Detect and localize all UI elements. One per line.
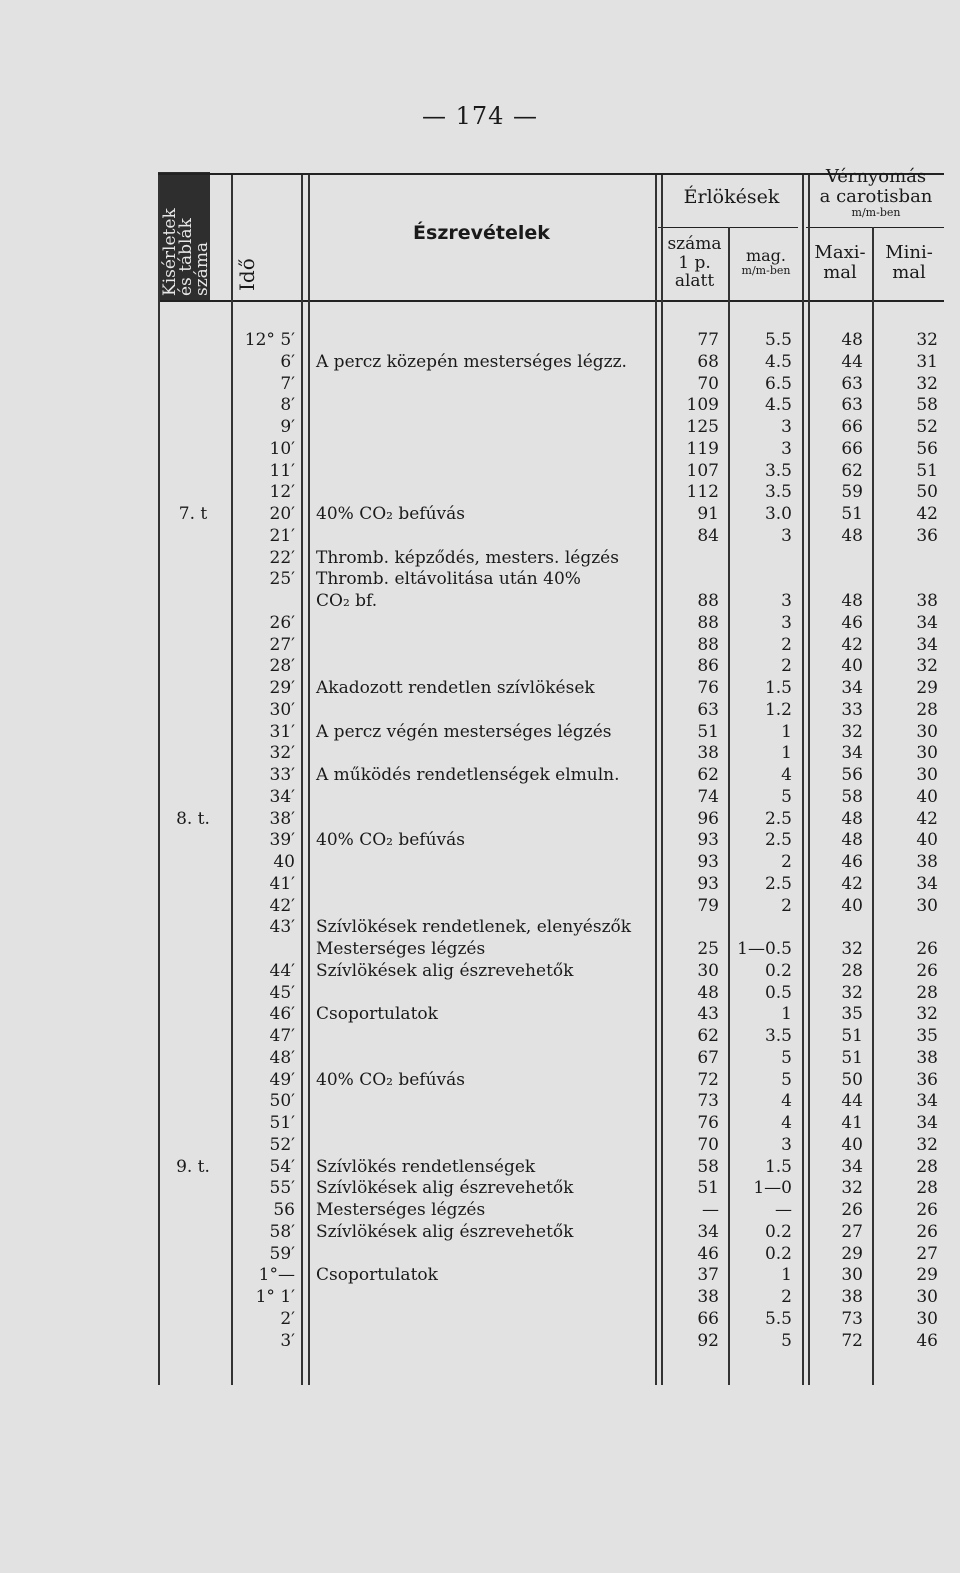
cell-min: 29 — [916, 1265, 938, 1286]
cell-max: 27 — [841, 1221, 863, 1242]
cell-min: 35 — [916, 1026, 938, 1046]
cell-mag: 1 — [781, 721, 792, 742]
cell-mag: 4.5 — [764, 351, 792, 372]
cell-max: 58 — [841, 786, 863, 807]
cell-time: 7′ — [280, 373, 295, 394]
cell-count: — — [702, 1200, 719, 1220]
cell-count: 51 — [697, 721, 719, 742]
cell-time: 28′ — [269, 656, 295, 677]
cell-max: 63 — [841, 395, 863, 416]
col-border-0 — [158, 175, 160, 1385]
cell-max: 38 — [841, 1287, 863, 1307]
cell-time: 1°— — [258, 1265, 295, 1286]
cell-remark: 40% CO₂ befúvás — [316, 1069, 465, 1090]
cell-time: 12° 5′ — [244, 330, 295, 350]
cell-min: 52 — [916, 417, 938, 437]
cell-mag: 3.5 — [764, 1026, 792, 1046]
cell-time: 46′ — [269, 1004, 295, 1025]
cell-count: 107 — [686, 460, 719, 481]
cell-count: 34 — [697, 1221, 719, 1242]
cell-time: 32′ — [269, 743, 295, 764]
pulse-mag-header-line1: mag. — [745, 246, 787, 265]
cell-count: 93 — [697, 830, 719, 851]
cell-min: 32 — [916, 373, 938, 394]
cell-min: 28 — [916, 1156, 938, 1177]
cell-min: 34 — [916, 612, 938, 633]
pulse-count-header-line3: alatt — [674, 271, 715, 292]
cell-time: 47′ — [269, 1026, 295, 1046]
cell-count: 62 — [697, 1026, 719, 1046]
cell-time: 26′ — [269, 612, 295, 633]
cell-mag: 0.2 — [764, 1221, 792, 1242]
cell-count: 88 — [697, 591, 719, 611]
cell-count: 48 — [697, 982, 719, 1003]
cell-max: 48 — [841, 808, 863, 829]
cell-max: 66 — [841, 438, 863, 459]
cell-mag: 1.5 — [764, 678, 792, 698]
cell-min: 42 — [916, 808, 938, 829]
cell-count: 72 — [697, 1069, 719, 1090]
cell-mag: 1—0 — [753, 1178, 792, 1199]
cell-mag: 5 — [781, 1069, 792, 1090]
cell-mag: 5 — [781, 1330, 792, 1351]
cell-max: 51 — [841, 504, 863, 524]
cell-count: 62 — [697, 765, 719, 785]
cell-mag: 2.5 — [764, 808, 792, 829]
pressure-min-header-line2: mal — [892, 261, 926, 283]
cell-count: 73 — [697, 1091, 719, 1112]
experiments-header-line1: Kisérletek — [160, 208, 180, 296]
cell-mag: 4.5 — [764, 395, 792, 416]
cell-time: 22′ — [269, 547, 295, 568]
cell-remark: Szívlökések alig észrevehetők — [316, 1178, 574, 1199]
cell-max: 48 — [841, 525, 863, 546]
cell-mag: 3 — [781, 612, 792, 633]
page-number: — 174 — — [421, 102, 539, 130]
cell-min: 31 — [916, 351, 938, 372]
cell-mag: — — [775, 1200, 792, 1220]
cell-time: 33′ — [269, 765, 295, 785]
cell-mag: 1.2 — [764, 699, 792, 720]
cell-max: 46 — [841, 612, 863, 633]
cell-count: 79 — [697, 895, 719, 916]
cell-count: 25 — [697, 939, 719, 959]
cell-min: 30 — [916, 1308, 938, 1329]
cell-mag: 2 — [781, 895, 792, 916]
cell-time: 49′ — [269, 1069, 295, 1090]
cell-mag: 1 — [781, 743, 792, 764]
cell-mag: 2 — [781, 852, 792, 872]
cell-time: 44′ — [269, 960, 295, 981]
cell-max: 30 — [841, 1265, 863, 1286]
cell-remark: CO₂ bf. — [316, 591, 378, 611]
cell-count: 96 — [697, 808, 719, 829]
pulse-header: Érlökések — [683, 186, 780, 208]
cell-min: 32 — [916, 1134, 938, 1155]
cell-count: 76 — [697, 1113, 719, 1133]
experiments-header-line2: és táblák — [176, 218, 196, 296]
cell-mag: 3 — [781, 591, 792, 611]
cell-min: 38 — [916, 852, 938, 872]
cell-time: 21′ — [269, 525, 295, 546]
cell-remark: Szívlökések alig észrevehetők — [316, 960, 574, 981]
cell-remark: Akadozott rendetlen szívlökések — [316, 678, 595, 698]
cell-count: 92 — [697, 1330, 719, 1351]
cell-max: 32 — [841, 939, 863, 959]
cell-mag: 2 — [781, 634, 792, 655]
cell-max: 59 — [841, 482, 863, 503]
cell-min: 28 — [916, 699, 938, 720]
pressure-header-line1: Vérnyomás — [825, 166, 927, 187]
cell-max: 35 — [841, 1004, 863, 1025]
pressure-header-line3: m/m-ben — [851, 205, 901, 219]
cell-min: 28 — [916, 982, 938, 1003]
cell-time: 42′ — [269, 895, 295, 916]
cell-min: 38 — [916, 591, 938, 611]
cell-time: 31′ — [269, 721, 295, 742]
pressure-max-header-line1: Maxi- — [814, 242, 866, 263]
cell-count: 74 — [697, 786, 719, 807]
pressure-header-line2: a carotisban — [819, 185, 933, 207]
cell-count: 67 — [697, 1047, 719, 1068]
cell-max: 56 — [841, 765, 863, 785]
cell-count: 93 — [697, 873, 719, 894]
cell-mag: 2.5 — [764, 830, 792, 851]
cell-max: 63 — [841, 373, 863, 394]
cell-count: 76 — [697, 678, 719, 698]
col-border-2 — [301, 175, 303, 1385]
cell-remark: Thromb. eltávolitása után 40% — [316, 569, 581, 590]
cell-count: 93 — [697, 852, 719, 872]
cell-count: 66 — [697, 1308, 719, 1329]
cell-max: 50 — [841, 1069, 863, 1090]
cell-min: 32 — [916, 656, 938, 677]
cell-count: 112 — [686, 482, 719, 503]
cell-mag: 1—0.5 — [737, 939, 792, 959]
cell-mag: 3.5 — [764, 482, 792, 503]
cell-mag: 5.5 — [764, 330, 792, 350]
cell-remark: Szívlökés rendetlenségek — [316, 1156, 536, 1177]
cell-remark: 40% CO₂ befúvás — [316, 830, 465, 851]
cell-count: 68 — [697, 351, 719, 372]
cell-time: 30′ — [269, 699, 295, 720]
cell-count: 38 — [697, 743, 719, 764]
pressure-header — [808, 167, 944, 219]
cell-min: 30 — [916, 721, 938, 742]
cell-count: 38 — [697, 1287, 719, 1307]
cell-time: 27′ — [269, 634, 295, 655]
cell-mag: 0.2 — [764, 1243, 792, 1264]
cell-min: 40 — [916, 786, 938, 807]
cell-max: 42 — [841, 634, 863, 655]
cell-count: 88 — [697, 612, 719, 633]
cell-max: 40 — [841, 656, 863, 677]
pressure-min-header — [874, 243, 944, 283]
cell-min: 34 — [916, 873, 938, 894]
cell-max: 51 — [841, 1047, 863, 1068]
cell-exp: 7. t — [178, 504, 208, 524]
cell-max: 62 — [841, 460, 863, 481]
cell-max: 28 — [841, 960, 863, 981]
cell-time: 38′ — [269, 808, 295, 829]
cell-mag: 5.5 — [764, 1308, 792, 1329]
cell-min: 26 — [916, 1221, 938, 1242]
cell-max: 42 — [841, 873, 863, 894]
cell-min: 36 — [916, 525, 938, 546]
cell-min: 26 — [916, 1200, 938, 1220]
cell-max: 51 — [841, 1026, 863, 1046]
cell-remark: Thromb. képződés, mesters. légzés — [316, 547, 619, 568]
cell-min: 50 — [916, 482, 938, 503]
cell-time: 58′ — [269, 1221, 295, 1242]
time-header: Idő — [235, 258, 259, 291]
col-border-5 — [802, 175, 804, 1385]
pulse-mag-header-line2: m/m-ben — [741, 263, 791, 277]
cell-max: 29 — [841, 1243, 863, 1264]
cell-count: 30 — [697, 960, 719, 981]
cell-remark: Szívlökések alig észrevehetők — [316, 1221, 574, 1242]
cell-max: 48 — [841, 330, 863, 350]
cell-min: 28 — [916, 1178, 938, 1199]
cell-count: 58 — [697, 1156, 719, 1177]
cell-mag: 3 — [781, 1134, 792, 1155]
cell-remark: 40% CO₂ befúvás — [316, 504, 465, 524]
cell-remark: A működés rendetlenségek elmuln. — [316, 765, 620, 785]
cell-mag: 1 — [781, 1004, 792, 1025]
cell-time: 29′ — [269, 678, 295, 698]
pressure-min-header-line1: Mini- — [885, 242, 933, 263]
cell-mag: 6.5 — [764, 373, 792, 394]
cell-remark: Szívlökések rendetlenek, elenyészők — [316, 917, 632, 938]
cell-mag: 2.5 — [764, 873, 792, 894]
cell-remark: A percz közepén mesterséges légzz. — [316, 351, 627, 372]
cell-time: 11′ — [269, 460, 295, 481]
cell-mag: 5 — [781, 1047, 792, 1068]
cell-count: 43 — [697, 1004, 719, 1025]
cell-min: 40 — [916, 830, 938, 851]
cell-remark: Csoportulatok — [316, 1004, 438, 1025]
cell-time: 55′ — [269, 1178, 295, 1199]
cell-exp: 9. t. — [176, 1156, 210, 1177]
cell-min: 51 — [916, 460, 938, 481]
cell-min: 29 — [916, 678, 938, 698]
cell-max: 33 — [841, 699, 863, 720]
cell-count: 109 — [686, 395, 719, 416]
cell-min: 27 — [916, 1243, 938, 1264]
cell-time: 43′ — [269, 917, 295, 938]
cell-max: 32 — [841, 721, 863, 742]
cell-time: 3′ — [280, 1330, 295, 1351]
cell-time: 8′ — [280, 395, 295, 416]
cell-max: 66 — [841, 417, 863, 437]
cell-mag: 3 — [781, 417, 792, 437]
header-bottom-rule — [158, 300, 944, 302]
cell-count: 46 — [697, 1243, 719, 1264]
data-table — [158, 165, 944, 1385]
cell-count: 37 — [697, 1265, 719, 1286]
cell-max: 40 — [841, 895, 863, 916]
cell-mag: 1 — [781, 1265, 792, 1286]
cell-min: 26 — [916, 960, 938, 981]
cell-remark: Csoportulatok — [316, 1265, 438, 1286]
cell-max: 34 — [841, 743, 863, 764]
cell-min: 30 — [916, 765, 938, 785]
cell-max: 32 — [841, 1178, 863, 1199]
cell-time: 1° 1′ — [255, 1287, 295, 1307]
cell-time: 48′ — [269, 1047, 295, 1068]
cell-count: 70 — [697, 1134, 719, 1155]
cell-mag: 3 — [781, 525, 792, 546]
cell-time: 9′ — [280, 417, 295, 437]
cell-time: 10′ — [269, 438, 295, 459]
pulse-count-header-line1: száma — [667, 234, 722, 254]
cell-max: 40 — [841, 1134, 863, 1155]
cell-count: 88 — [697, 634, 719, 655]
cell-mag: 3.0 — [764, 504, 792, 524]
remarks-header: Észrevételek — [413, 222, 550, 244]
pressure-max-header — [808, 243, 872, 283]
cell-count: 84 — [697, 525, 719, 546]
cell-min: 32 — [916, 330, 938, 350]
cell-min: 32 — [916, 1004, 938, 1025]
cell-time: 50′ — [269, 1091, 295, 1112]
cell-mag: 2 — [781, 656, 792, 677]
cell-min: 58 — [916, 395, 938, 416]
cell-max: 48 — [841, 830, 863, 851]
cell-exp: 8. t. — [176, 808, 210, 829]
cell-remark: Mesterséges légzés — [316, 939, 486, 959]
pressure-subheader-rule — [806, 227, 944, 228]
cell-min: 34 — [916, 1091, 938, 1112]
cell-time: 41′ — [269, 873, 295, 894]
cell-time: 25′ — [269, 569, 295, 590]
cell-count: 51 — [697, 1178, 719, 1199]
cell-max: 34 — [841, 678, 863, 698]
cell-time: 59′ — [269, 1243, 295, 1264]
cell-max: 46 — [841, 852, 863, 872]
pressure-max-header-line2: mal — [823, 261, 857, 283]
cell-mag: 0.2 — [764, 960, 792, 981]
cell-min: 46 — [916, 1330, 938, 1351]
cell-time: 45′ — [269, 982, 295, 1003]
cell-time: 6′ — [280, 351, 295, 372]
cell-count: 119 — [686, 438, 719, 459]
cell-mag: 3.5 — [764, 460, 792, 481]
cell-max: 72 — [841, 1330, 863, 1351]
experiments-header-line3: száma — [192, 241, 212, 296]
cell-count: 77 — [697, 330, 719, 350]
cell-mag: 4 — [781, 1091, 792, 1112]
cell-min: 34 — [916, 634, 938, 655]
cell-time: 40 — [273, 852, 295, 872]
cell-mag: 0.5 — [764, 982, 792, 1003]
cell-time: 20′ — [269, 504, 295, 524]
cell-mag: 1.5 — [764, 1156, 792, 1177]
cell-mag: 2 — [781, 1287, 792, 1307]
cell-count: 125 — [686, 417, 719, 437]
cell-min: 30 — [916, 743, 938, 764]
cell-max: 44 — [841, 351, 863, 372]
cell-time: 51′ — [269, 1113, 295, 1133]
cell-remark: Mesterséges légzés — [316, 1200, 486, 1220]
cell-max: 48 — [841, 591, 863, 611]
cell-count: 70 — [697, 373, 719, 394]
cell-time: 54′ — [269, 1156, 295, 1177]
cell-count: 86 — [697, 656, 719, 677]
cell-max: 73 — [841, 1308, 863, 1329]
cell-max: 41 — [841, 1113, 863, 1133]
pulse-count-header — [661, 235, 728, 291]
cell-time: 56 — [273, 1200, 295, 1220]
cell-count: 91 — [697, 504, 719, 524]
cell-time: 39′ — [269, 830, 295, 851]
cell-count: 63 — [697, 699, 719, 720]
cell-mag: 4 — [781, 1113, 792, 1133]
cell-min: 30 — [916, 1287, 938, 1307]
cell-time: 12′ — [269, 482, 295, 503]
cell-max: 34 — [841, 1156, 863, 1177]
cell-time: 34′ — [269, 786, 295, 807]
cell-min: 34 — [916, 1113, 938, 1133]
cell-time: 52′ — [269, 1134, 295, 1155]
cell-mag: 3 — [781, 438, 792, 459]
cell-max: 26 — [841, 1200, 863, 1220]
cell-min: 56 — [916, 438, 938, 459]
cell-mag: 5 — [781, 786, 792, 807]
pulse-count-header-line2: 1 p. — [678, 252, 711, 273]
cell-max: 44 — [841, 1091, 863, 1112]
cell-min: 30 — [916, 895, 938, 916]
cell-min: 26 — [916, 939, 938, 959]
cell-min: 38 — [916, 1047, 938, 1068]
cell-remark: A percz végén mesterséges légzés — [316, 721, 612, 742]
cell-mag: 4 — [781, 765, 792, 785]
cell-min: 42 — [916, 504, 938, 524]
pulse-mag-header — [730, 247, 802, 277]
cell-time: 2′ — [280, 1308, 295, 1329]
cell-max: 32 — [841, 982, 863, 1003]
cell-min: 36 — [916, 1069, 938, 1090]
col-border-2b — [308, 175, 310, 1385]
